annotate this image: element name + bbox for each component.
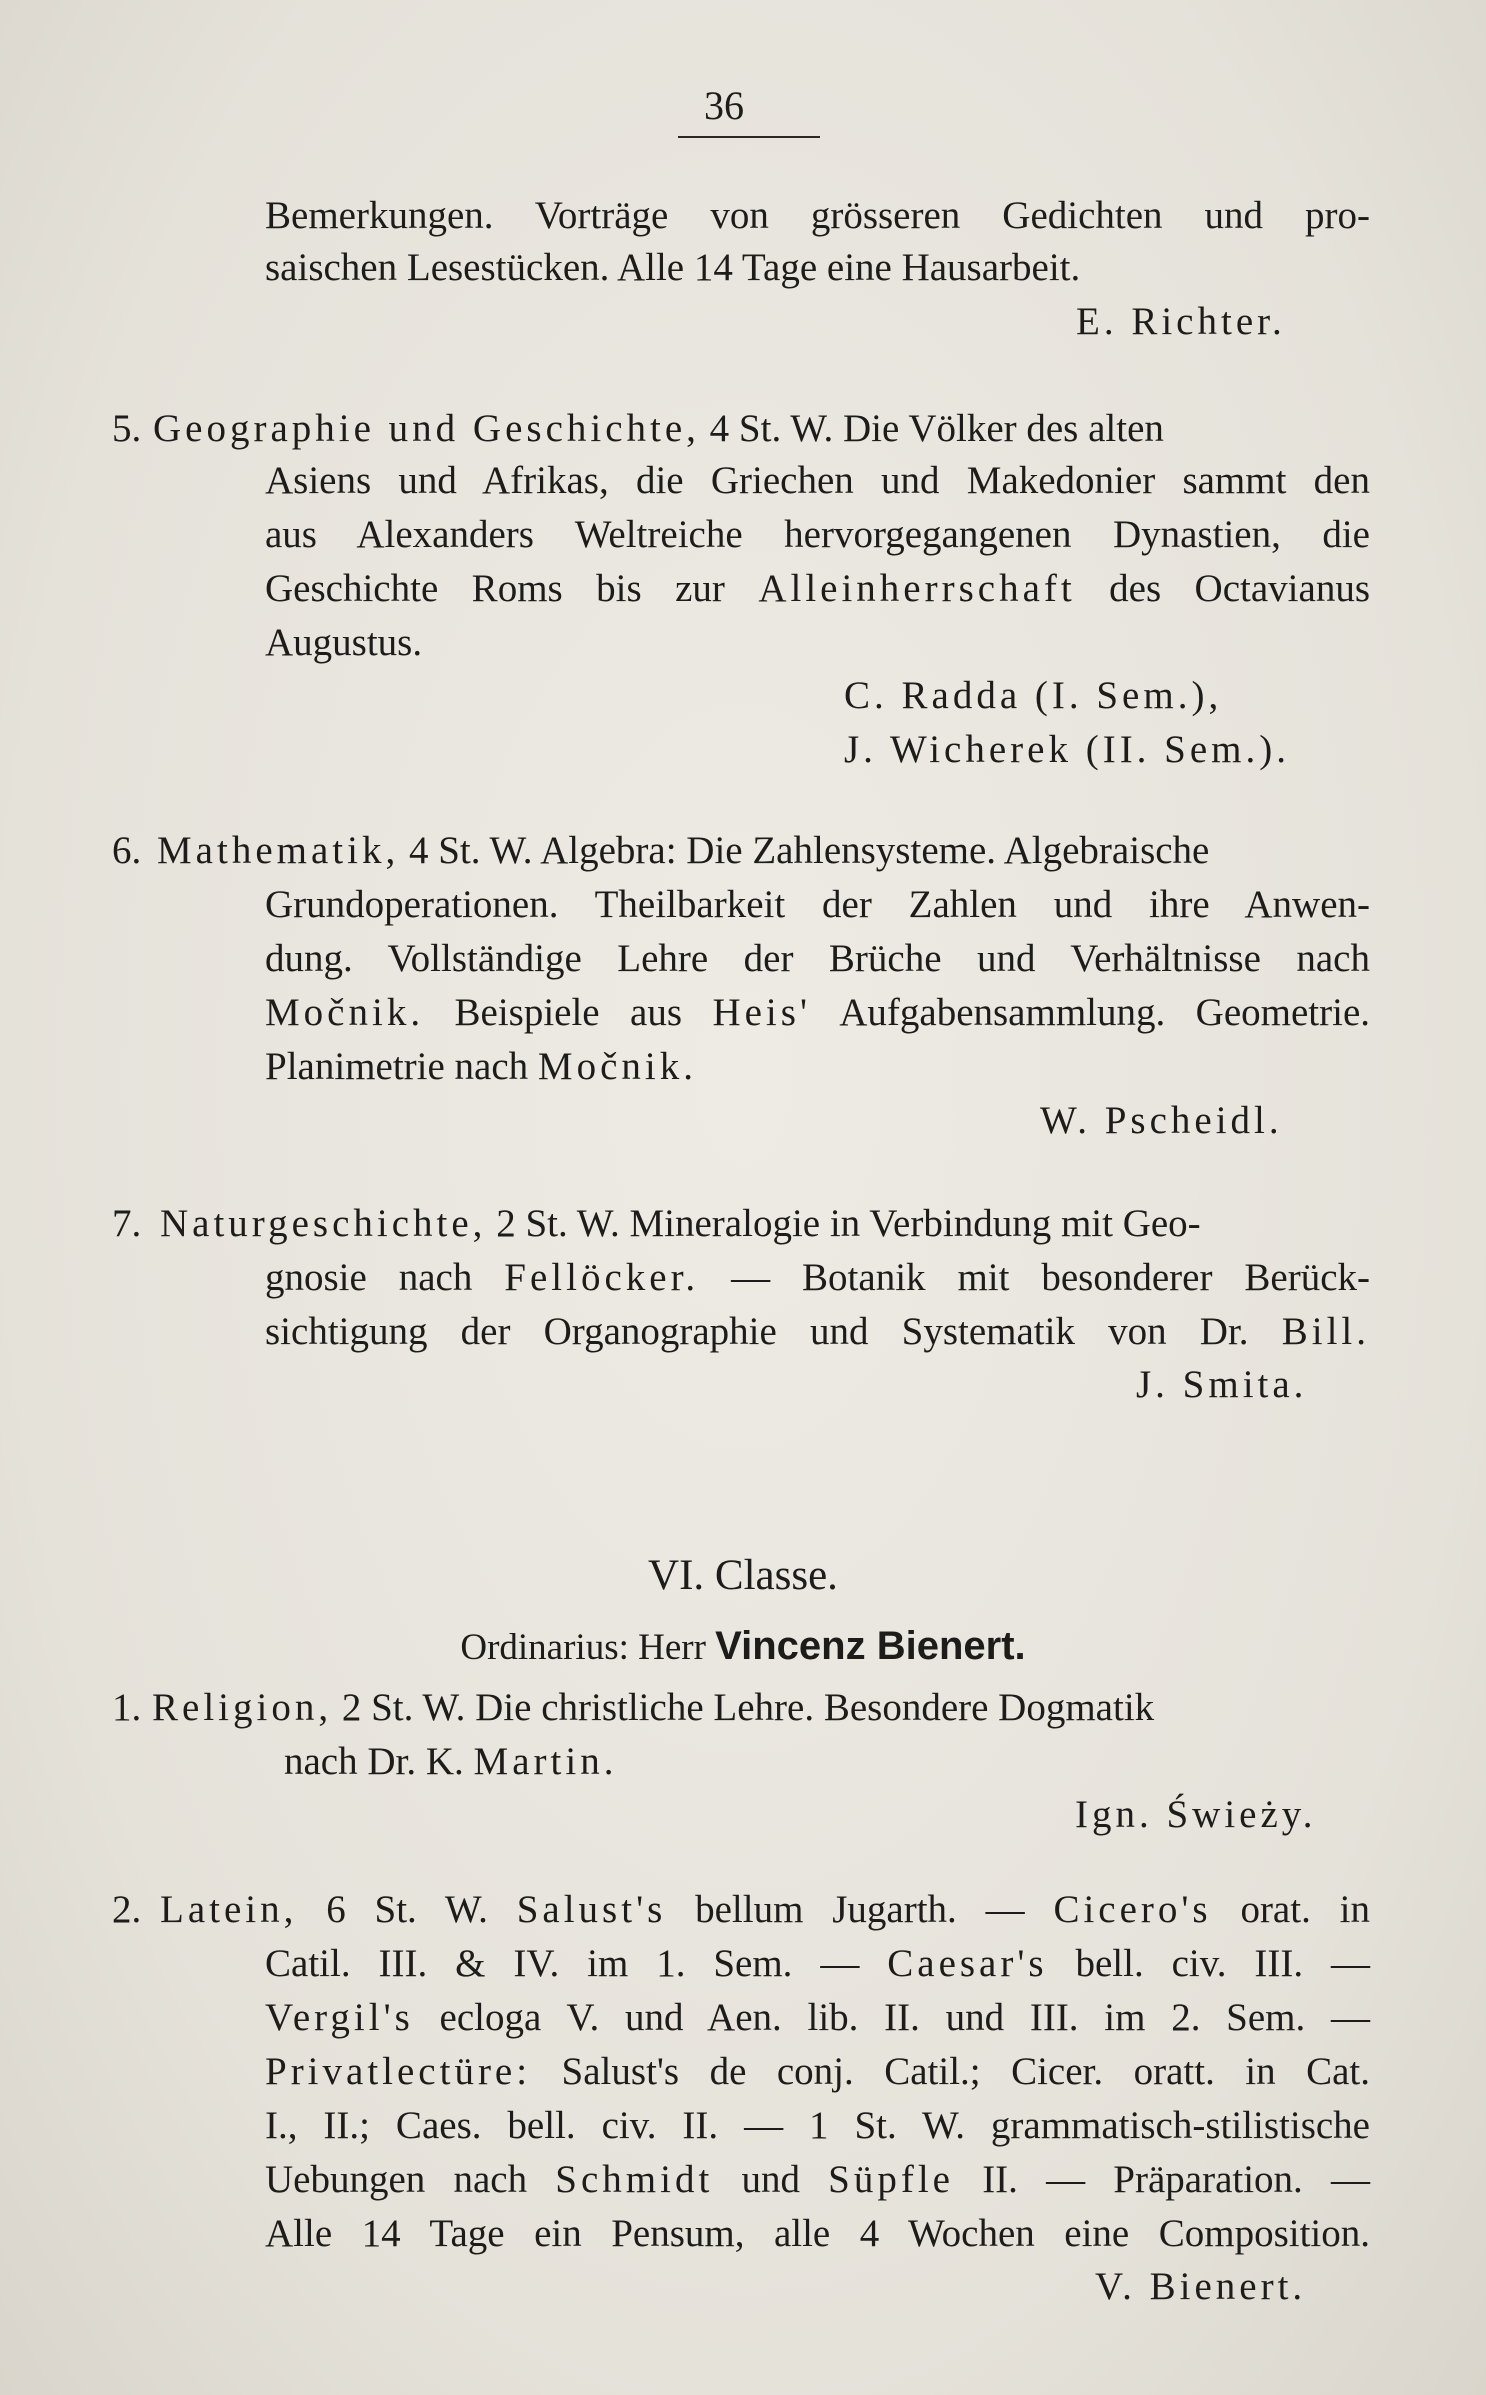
teacher-radda: C. Radda (I. Sem.), (844, 674, 1223, 717)
latein-line-1: Latein, 6 St. W. Salust's bellum Jugarth. — Cicero's orat. in (160, 1888, 1370, 1931)
section-6-line-3: dung. Vollständige Lehre der Brüche und Verhältnisse nach (265, 937, 1370, 980)
latein-title: Latein, (160, 1888, 298, 1931)
teacher-pscheidl: W. Pscheidl. (1040, 1099, 1283, 1142)
section-5-line-4: Geschichte Roms bis zur Alleinherrschaft des Octavianus (265, 567, 1370, 610)
latein-line-4: Privatlectüre: Salust's de conj. Catil.; Cicer. oratt. in Cat. (265, 2050, 1370, 2093)
section-7-title: Naturgeschichte, (160, 1202, 487, 1245)
section-7-line-1: Naturgeschichte, 2 St. W. Mineralogie in Verbindung mit Geo- (160, 1202, 1201, 1245)
section-7-number: 7. (112, 1202, 142, 1245)
section-5-line-3: aus Alexanders Weltreiche hervorgegangenen Dynastien, die (265, 513, 1370, 556)
teacher-bienert: V. Bienert. (1095, 2265, 1307, 2308)
section-7-line-2: gnosie nach Fellöcker. — Botanik mit besonderer Berück- (265, 1256, 1370, 1299)
section-6-line-5: Planimetrie nach Močnik. (265, 1045, 697, 1088)
section-6-line-4: Močnik. Beispiele aus Heis' Aufgabensammlung. Geometrie. (265, 991, 1371, 1034)
teacher-wicherek: J. Wicherek (II. Sem.). (844, 728, 1291, 771)
section-5-line-5: Augustus. (265, 621, 423, 664)
section-5-line-2: Asiens und Afrikas, die Griechen und Makedonier sammt den (265, 459, 1370, 502)
teacher-smita: J. Smita. (1136, 1363, 1308, 1406)
latein-line-2: Catil. III. & IV. im 1. Sem. — Caesar's bell. civ. III. — (265, 1942, 1370, 1985)
section-5-line-1: Geographie und Geschichte, 4 St. W. Die Völker des alten (153, 407, 1164, 450)
page-number: 36 (704, 83, 744, 128)
section-6-line-1: Mathematik, 4 St. W. Algebra: Die Zahlensysteme. Algebraische (157, 829, 1210, 872)
religion-line-2: nach Dr. K. Martin. (284, 1740, 618, 1783)
section-5-number: 5. (112, 407, 142, 450)
latein-line-5: I., II.; Caes. bell. civ. II. — 1 St. W. grammatisch-stilistische (265, 2104, 1370, 2147)
teacher-richter: E. Richter. (1076, 300, 1286, 343)
latein-line-7: Alle 14 Tage ein Pensum, alle 4 Wochen eine Composition. (265, 2212, 1370, 2255)
teacher-swiezy: Ign. Świeży. (1075, 1793, 1317, 1836)
latein-number: 2. (112, 1888, 142, 1931)
section-6-line-2: Grundoperationen. Theilbarkeit der Zahlen und ihre Anwen- (265, 883, 1370, 926)
section-6-number: 6. (112, 829, 142, 872)
section-6-title: Mathematik, (157, 829, 400, 872)
section-7-line-3: sichtigung der Organographie und Systematik von Dr. Bill. (265, 1310, 1370, 1353)
latein-line-6: Uebungen nach Schmidt und Süpfle II. — Präparation. — (265, 2158, 1370, 2201)
bemerkungen-line-2: saischen Lesestücken. Alle 14 Tage eine Hausarbeit. (265, 246, 1081, 289)
page-number-rule (678, 136, 820, 138)
ordinarius-name: Vincenz Bienert. (715, 1624, 1026, 1668)
religion-title: Religion, (152, 1686, 333, 1729)
section-5-title: Geographie und Geschichte, (153, 407, 700, 450)
class-heading: VI. Classe. (648, 1552, 838, 1599)
religion-number: 1. (112, 1686, 142, 1729)
latein-line-3: Vergil's ecloga V. und Aen. lib. II. und III. im 2. Sem. — (265, 1996, 1370, 2039)
ordinarius-line: Ordinarius: Herr Vincenz Bienert. (460, 1624, 1026, 1668)
religion-line-1: Religion, 2 St. W. Die christliche Lehre. Besondere Dogmatik (152, 1686, 1155, 1729)
bemerkungen-line-1: Bemerkungen. Vorträge von grösseren Gedichten und pro- (265, 194, 1370, 237)
